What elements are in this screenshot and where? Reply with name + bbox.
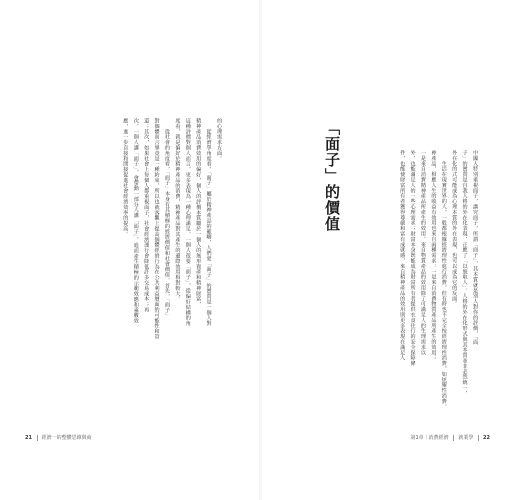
page-number: 22 [483, 435, 490, 441]
chapter-title: 「面子」的價值 [323, 120, 341, 232]
folio-divider [37, 435, 38, 441]
text-column: 度看，就是偏好於精神產品的消費，精神產品對其產生的邊際效用相對較大。 [174, 118, 181, 302]
text-column: 道；其次，如果社會上每個人都重視面子，社會經濟運行會降低許多交易成本；再 [143, 118, 150, 313]
text-column: 這種評價對個人而言，更多表現為一種心理滿足。一個人很要「面子」，從偏好結構的角 [184, 118, 191, 327]
page-number: 21 [25, 435, 32, 441]
text-column: 神產品，相應人生的收益有效用也來自兩種需求：一是來自消費物質產品所產生的效用； [430, 150, 437, 361]
right-folio [410, 434, 490, 441]
text-column: 從社會的角度看，「面子」本身有其積極的經濟價值和社會價值。首先，「面子」 [163, 118, 170, 319]
text-column: 外，也能滿足人的一些心理需求；財富本身既能成為財富所有者提供衣食住行的安全保障條 [409, 150, 416, 366]
folio-divider [478, 435, 479, 441]
text-column: 生活在現實世界的人，一般都根據經濟理性進行消費，但有時也不完全按經濟理性消費，如炫耀性消費。 [440, 150, 447, 410]
text-column: 從經濟學角度看，「面子」屬於精神產品的範疇，人們愛「面子」的實質是一個人對 [205, 118, 212, 327]
section-running-head: 就業學 [458, 435, 474, 441]
text-column: 一是來自消費精神產品所產生的效用。來自物質產品的效用除了可滿足人的生理需求以 [419, 150, 426, 356]
text-column: 的心理需求方面。 [216, 118, 222, 162]
text-column: 中國人特別重視面子，講究面子，所謂「面子」，其本質就是別人對你的評價，「面 [472, 150, 478, 345]
text-column: 對個體而言畢竟是一種約束，所以也就客觀上提高個體經濟行為在公共利益層面的可能性和管 [153, 118, 160, 340]
text-column: 應，進一步直接和間接促進社會經濟效率的提高。 [122, 118, 129, 237]
right-page-body [320, 150, 480, 410]
text-column: 件，也能使財富所有者獲得尊嚴和富有成就感，來自精神產品的效用則更多表現在滿足人 [399, 150, 406, 361]
running-head: 經濟一的整體思維與商 [41, 435, 92, 441]
folio-divider [453, 435, 454, 441]
text-column: 外在化的式可能成為心理本質的外在表現，也可以成為它的反面。 [451, 150, 458, 307]
chapter-running-head: 第1章｜消費經濟 [410, 435, 449, 441]
left-folio [25, 434, 92, 441]
left-page-body [60, 118, 224, 354]
text-column: 次，一個人講「面子」，會帶動一部分人講「面子」，進而產生積極的示範效應和乘數效 [132, 118, 139, 324]
text-column: 精神產品消費效用的偏好，個人的評價本質屬於一個人的無形資產和精神財富， [195, 118, 202, 307]
text-column: 子」的實質是自我人格的外在化表現，正應了「以貌取人」。人格的外在化形式與其本質並非必然統一， [461, 150, 468, 396]
right-page [262, 0, 520, 500]
